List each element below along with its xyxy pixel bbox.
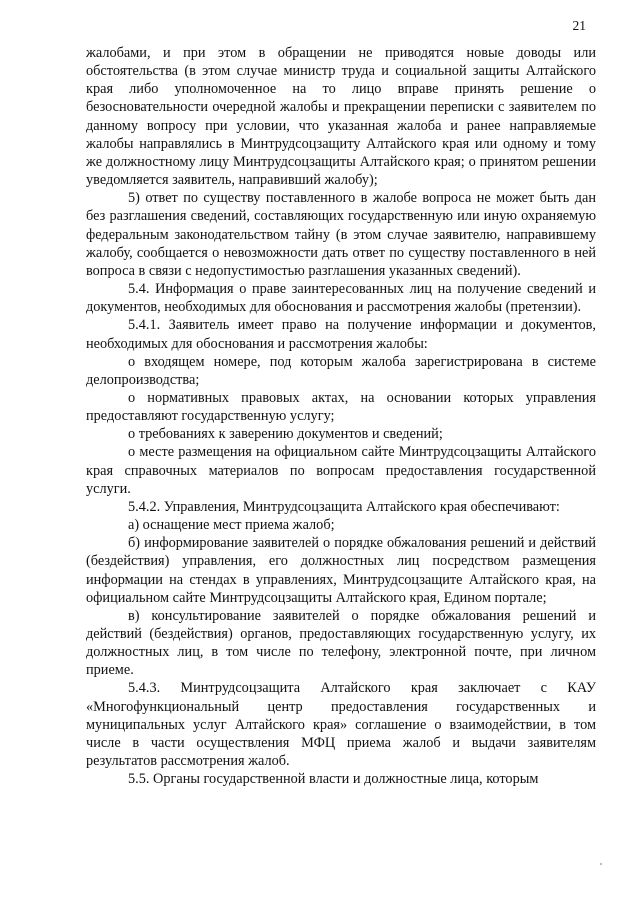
paragraph-4: 5.4.1. Заявитель имеет право на получение информации и документов, необходимых для обоснования и рассмотрения жалобы: [86,317,596,352]
paragraph-3: 5.4. Информация о праве заинтересованных лиц на получение сведений и документов, необходимых для обоснования и рассмотрения жалобы (претензии). [86,281,596,316]
page-number: 21 [572,18,586,33]
paragraph-12: в) консультирование заявителей о порядке обжалования решений и действий (бездействия) органов, предоставляющих государственную услугу, их должностных лиц, в том числе по телефону, электронной почте, при личном приеме. [86,607,596,679]
paragraph-7: о требованиях к заверению документов и сведений; [128,426,443,443]
scan-artifact [600,863,602,865]
paragraph-2: 5) ответ по существу поставленного в жалобе вопроса не может быть дан без разглашения сведений, составляющих государственную или иную охраняемую федеральным законодательством тайну (в этом случае заявителю, направившему жалобу, сообщается о невозможности дать ответ по существу поставленного в ней вопроса в связи с недопустимостью разглашения указанных сведений). [86,190,596,279]
paragraph-5: о входящем номере, под которым жалоба зарегистрирована в системе делопроизводства; [86,353,596,388]
paragraph-14: 5.5. Органы государственной власти и должностные лица, которым [128,771,539,788]
paragraph-10: а) оснащение мест приема жалоб; [128,517,335,534]
paragraph-8: о месте размещения на официальном сайте Минтрудсоцзащиты Алтайского края справочных материалов по вопросам предоставления государственной услуги. [86,444,596,497]
paragraph-13: 5.4.3. Минтрудсоцзащита Алтайского края заключает с КАУ «Многофункциональный центр предоставления государственных и муниципальных услуг Алтайского края» соглашение о взаимодействии, в том числе в части осуществления МФЦ приема жалоб и выдачи заявителям результатов рассмотрения жалоб. [86,680,596,770]
paragraph-1: жалобами, и при этом в обращении не приводятся новые доводы или обстоятельства (в этом случае министр труда и социальной защиты Алтайского края либо уполномоченное на то лицо вправе принять решение о безосновательности очередной жалобы и прекращении переписки с заявителем по данному вопросу при условии, что указанная жалоба и ранее направляемые жалобы направлялись в Минтрудсоцзащиту Алтайского края или одному и тому же должностному лицу Минтрудсоцзащиты Алтайского края; о принятом решении уведомляется заявитель, направивший жалобу); [86,45,596,189]
body-text [86,44,596,788]
paragraph-11: б) информирование заявителей о порядке обжалования решений и действий (бездействия) управления, его должностных лиц посредством размещения информации на стендах в управлениях, Минтрудсоцзащите Алтайского края, на официальном сайте Минтрудсоцзащиты Алтайского края, Едином портале; [86,535,596,606]
paragraph-9: 5.4.2. Управления, Минтрудсоцзащита Алтайского края обеспечивают: [128,498,560,515]
paragraph-6: о нормативных правовых актах, на основании которых управления предоставляют государственную услугу; [86,389,596,425]
